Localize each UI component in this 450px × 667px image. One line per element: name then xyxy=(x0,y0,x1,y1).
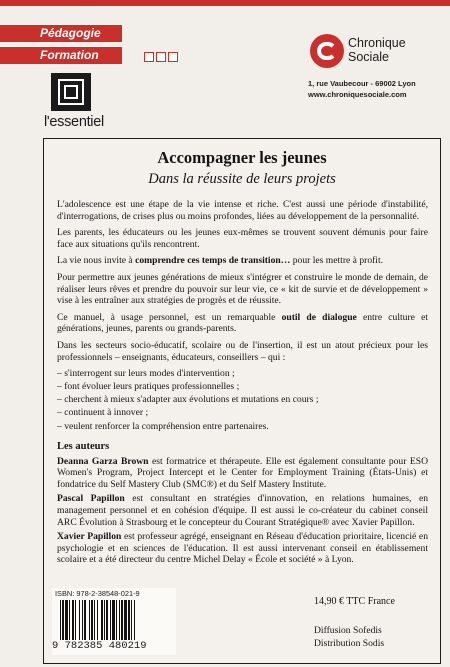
paragraph: Ce manuel, à usage personnel, est un remarquable outil de dialogue entre culture et générations, jeunes, parents ou grands-parents. xyxy=(57,311,429,335)
bullet-item: – veulent renforcer la compréhension entre partenaires. xyxy=(57,420,269,432)
bullet-item: – cherchent à mieux s'adapter aux évolutions et mutations en cours ; xyxy=(57,394,319,406)
back-cover-text-box xyxy=(43,138,441,664)
book-subtitle: Dans la réussite de leurs projets xyxy=(148,171,336,187)
publisher-website: www.chroniquesociale.com xyxy=(308,90,407,99)
isbn-text: ISBN: 978-2-38548-021-9 xyxy=(55,589,140,598)
barcode-image xyxy=(58,600,170,640)
paragraph: L'adolescence est une étape de la vie intense et riche. C'est aussi une période d'instabilité, d'interrogations, de crises plus ou moins profondes, liées au développement de la personnalité. xyxy=(57,199,428,222)
category-label: Pédagogie xyxy=(0,25,122,42)
paragraph: Les parents, les éducateurs ou les jeunes eux-mêmes se trouvent souvent démunis pour faire face aux situations qu'ils rencontrent. xyxy=(57,227,428,250)
diffusion-label: Diffusion Sofedis xyxy=(314,625,382,636)
authors-heading: Les auteurs xyxy=(57,441,110,453)
paragraph: Dans les secteurs socio-éducatif, scolaire ou de l'insertion, il est un atout précieux pour les professionnels – enseignants, éducateurs, conseillers – qui : xyxy=(57,339,428,363)
price-label: 14,90 € TTC France xyxy=(314,596,395,607)
author-bio: Xavier Papillon est professeur agrégé, enseignant en Réseau d'éducation prioritaire, licencié en psychologie et en sciences de l'éducation. Il est aussi intervenant conseil en établissement scolaire et a été directeur du centre Michel Delay « École et société » à Lyon. xyxy=(57,531,428,566)
paragraph: La vie nous invite à comprendre ces temps de transition… pour les mettre à profit. xyxy=(57,255,384,267)
book-title: Accompagner les jeunes xyxy=(157,148,327,167)
publisher-address xyxy=(308,78,450,100)
distribution-info xyxy=(314,625,384,650)
subcategory-label: Formation xyxy=(0,47,122,64)
bullet-item: – s'interrogent sur leurs modes d'intervention ; xyxy=(57,368,235,380)
author-bio: Pascal Papillon est consultant en stratégies d'innovation, en relations humaines, en management personnel et en cohésion d'équipe. Il est aussi le co-créateur du cabinet conseil ARC Évolution à Strasbourg et le concepteur du Courant Stratégique® avec Xavier Papillon. xyxy=(57,493,428,528)
publisher-logo-icon xyxy=(310,34,344,68)
paragraph: Pour permettre aux jeunes générations de mieux s'intégrer et construire le monde de demain, de réaliser leurs rêves et prendre du pouvoir sur leur vie, ce « kit de survie et de développement » vise à les entraîner aux stratégies de progrès et de réussite. xyxy=(57,271,428,307)
publisher-name: Chronique Sociale xyxy=(348,36,406,64)
series-logo-icon xyxy=(51,73,91,111)
top-accent-bar xyxy=(0,0,450,6)
bullet-item: – font évoluer leurs pratiques professionnelles ; xyxy=(57,381,240,393)
description-text xyxy=(57,199,428,571)
author-bio: Deanna Garza Brown est formatrice et thérapeute. Elle est également consultante pour ESO Women's Program, Project Intercept et le Center for Employment Training (États-Unis) et fondatrice du Self Mastery Club (SMC®) et du Self Mastery Institute. xyxy=(57,455,428,490)
decorative-squares xyxy=(144,49,180,67)
series-name: l'essentiel xyxy=(44,114,104,130)
isbn-barcode-block xyxy=(52,588,176,655)
distribution-label: Distribution Sodis xyxy=(314,637,385,649)
publisher-street: 1, rue Vaubecour - 69002 Lyon xyxy=(308,79,416,88)
bullet-item: – continuent à innover ; xyxy=(57,407,149,419)
barcode-digits: 9 782385 480219 xyxy=(52,640,147,652)
